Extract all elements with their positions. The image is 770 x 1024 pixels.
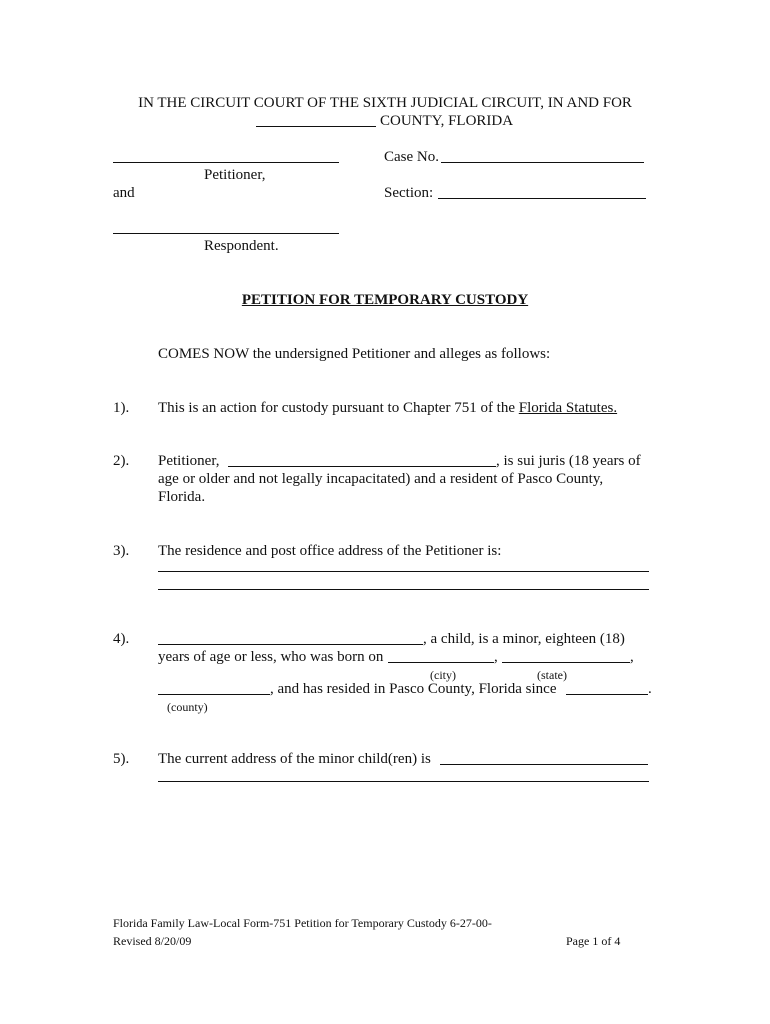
paragraph-1-text: This is an action for custody pursuant to Chapter 751 of the [158,400,516,416]
footer-form-line: Florida Family Law-Local Form-751 Petition for Temporary Custody 6-27-00- [113,916,492,930]
petition-title: PETITION FOR TEMPORARY CUSTODY [241,292,529,308]
paragraph-2-line3: Florida. [158,489,206,505]
case-no-blank[interactable] [441,162,644,163]
petitioner-name-field[interactable] [228,466,496,467]
paragraph-3-text: The residence and post office address of the Petitioner is: [158,543,502,559]
city-caption: (city) [430,668,456,682]
respondent-name-blank[interactable] [113,233,339,234]
paragraph-1 [158,399,617,417]
petitioner-address-line-1[interactable] [158,571,649,572]
birth-city-field[interactable] [388,662,494,663]
residence-since-field[interactable] [566,694,648,695]
county-caption: (county) [167,700,208,714]
petitioner-address-line-2[interactable] [158,589,649,590]
footer-page-number: Page 1 of 4 [566,934,621,948]
case-no-label: Case No. [384,149,439,165]
paragraph-5-number: 5). [113,751,130,767]
court-heading: IN THE CIRCUIT COURT OF THE SIXTH JUDICIAL CIRCUIT, IN AND FOR [138,95,632,111]
respondent-label: Respondent. [204,238,279,254]
birth-state-field[interactable] [502,662,630,663]
paragraph-4-comma: , [494,649,498,665]
paragraph-1-number: 1). [113,400,130,416]
child-address-field[interactable] [440,764,648,765]
paragraph-2-line2: age or older and not legally incapacitated) and a resident of Pasco County, [158,471,604,487]
intro-text: COMES NOW the undersigned Petitioner and alleges as follows: [158,346,551,362]
paragraph-2-suffix: , is sui juris (18 years of [496,453,641,469]
paragraph-4-line2-prefix: years of age or less, who was born on [158,649,384,665]
footer-revised: Revised 8/20/09 [113,934,192,948]
paragraph-5-text: The current address of the minor child(ren) is [158,751,431,767]
state-caption: (state) [537,668,567,682]
paragraph-3-number: 3). [113,543,130,559]
section-label: Section: [384,185,434,201]
paragraph-2-prefix: Petitioner, [158,453,220,469]
child-address-line-2[interactable] [158,781,649,782]
paragraph-4-number: 4). [113,631,130,647]
paragraph-4-line3-middle: , and has resided in Pasco County, Florida since [270,681,557,697]
petitioner-label: Petitioner, [204,167,266,183]
county-label: COUNTY, FLORIDA [380,113,514,129]
paragraph-2-number: 2). [113,453,130,469]
petitioner-name-blank[interactable] [113,162,339,163]
birth-county-field[interactable] [158,694,270,695]
and-label: and [113,185,135,201]
child-name-field[interactable] [158,644,423,645]
paragraph-4-period: . [648,681,652,697]
florida-statutes-link[interactable]: Florida Statutes. [518,400,618,416]
paragraph-4-line1-suffix: , a child, is a minor, eighteen (18) [423,631,625,647]
paragraph-4-comma-2: , [630,649,634,665]
section-blank[interactable] [438,198,646,199]
county-blank[interactable] [256,126,376,127]
